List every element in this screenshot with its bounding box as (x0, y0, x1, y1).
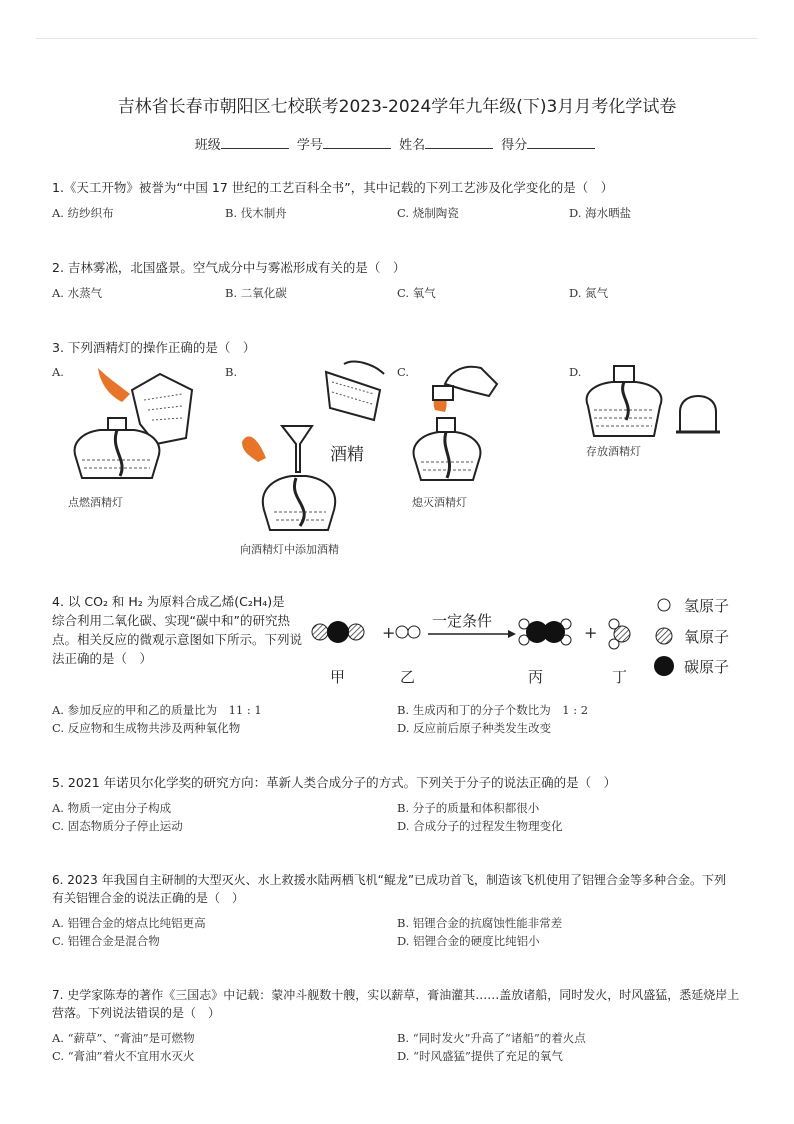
id-label: 学号 (296, 138, 323, 153)
atom-legend (654, 597, 729, 676)
q3-illustration-c (405, 360, 545, 490)
q7-option-b[interactable]: B. “同时发火”升高了“诸船”的着火点 (397, 1031, 586, 1045)
q5-option-c[interactable]: C. 固态物质分子停止运动 (52, 819, 183, 833)
q1-option-b[interactable]: B. 伐木制舟 (225, 206, 287, 220)
q3-option-d[interactable]: D. (569, 365, 582, 379)
q3-illustration-b (234, 360, 394, 540)
q7-option-c[interactable]: C. “膏油”着火不宜用水灭火 (52, 1049, 195, 1063)
question-7-stem-line-1: 7. 史学家陈寿的著作《三国志》中记载：蒙冲斗舰数十艘，实以薪草，膏油灌其……盖放诸船，同时发火，时风盛猛，悉延烧岸上 (52, 988, 740, 1002)
question-7-stem-line-2: 营落。下列说法错误的是（ ） (52, 1006, 221, 1020)
class-blank[interactable] (221, 136, 289, 149)
molecule-ding-h2o (609, 619, 630, 649)
q4-option-c[interactable]: C. 反应物和生成物共涉及两种氧化物 (52, 721, 241, 735)
q7-option-a[interactable]: A. “薪草”、“膏油”是可燃物 (52, 1031, 195, 1045)
q2-option-d[interactable]: D. 氮气 (569, 286, 609, 300)
name-label: 姓名 (399, 138, 426, 153)
question-4-stem-line-4: 法正确的是（ ） (52, 651, 153, 666)
oxygen-legend-icon (656, 628, 672, 644)
score-blank[interactable] (527, 136, 595, 149)
question-2-stem: 2. 吉林雾凇，北国盛景。空气成分中与雾凇形成有关的是（ ） (52, 260, 406, 275)
question-6-stem-line-2: 有关铝锂合金的说法正确的是（ ） (52, 891, 245, 905)
q1-option-d[interactable]: D. 海水晒盐 (569, 206, 632, 220)
q7-option-d[interactable]: D. “时风盛猛”提供了充足的氧气 (397, 1049, 563, 1063)
reaction-condition: 一定条件 (432, 612, 493, 630)
flame-icon (98, 368, 130, 402)
molecule-jia-co2 (312, 621, 364, 643)
molecule-bing-c2h4 (519, 619, 571, 645)
molecule-yi-h2 (396, 626, 420, 638)
question-4-stem-line-1: 4. 以 CO₂ 和 H₂ 为原料合成乙烯(C₂H₄)是 (52, 594, 285, 609)
q3-option-b[interactable]: B. (225, 365, 238, 379)
alcohol-lamp-icon (75, 430, 160, 478)
class-label: 班级 (194, 138, 221, 153)
q1-option-c[interactable]: C. 烧制陶瓷 (397, 206, 459, 220)
q3-caption-d: 存放酒精灯 (586, 445, 641, 458)
question-5-stem: 5. 2021 年诺贝尔化学奖的研究方向：革新人类合成分子的方式。下列关于分子的说法正确的是（ ） (52, 775, 617, 790)
q4-option-a[interactable]: A. 参加反应的甲和乙的质量比为 11 : 1 (52, 703, 262, 717)
legend-oxygen: 氧原子 (684, 628, 730, 646)
hydrogen-legend-icon (658, 599, 670, 611)
page-title: 吉林省长春市朝阳区七校联考2023-2024学年九年级(下)3月月考化学试卷 (117, 97, 677, 117)
label-yi: 乙 (400, 668, 416, 686)
q2-option-a[interactable]: A. 水蒸气 (52, 286, 103, 300)
id-blank[interactable] (323, 136, 391, 149)
q3-caption-a: 点燃酒精灯 (68, 496, 123, 509)
q5-option-d[interactable]: D. 合成分子的过程发生物理变化 (397, 819, 563, 833)
q5-option-a[interactable]: A. 物质一定由分子构成 (52, 801, 172, 815)
lamp-cap-icon (680, 396, 716, 432)
lamp-cap-icon (433, 386, 453, 400)
student-info-line (0, 134, 794, 153)
q6-option-d[interactable]: D. 铝锂合金的硬度比纯铝小 (397, 934, 540, 948)
reaction-diagram (306, 590, 746, 690)
legend-carbon: 碳原子 (684, 658, 730, 676)
carbon-legend-icon (654, 656, 674, 676)
funnel-icon (282, 426, 312, 472)
q4-option-b[interactable]: B. 生成丙和丁的分子个数比为 1 : 2 (397, 703, 589, 717)
label-jia: 甲 (330, 668, 346, 686)
hand-icon (344, 362, 384, 374)
label-bing: 丙 (528, 668, 544, 686)
flame-icon (242, 436, 266, 462)
question-6-stem-line-1: 6. 2023 年我国自主研制的大型灭火、水上救援水陆两栖飞机“鲲龙”已成功首飞，制造该飞机使用了铝锂合金等多种合金。下列 (52, 873, 727, 887)
q6-option-b[interactable]: B. 铝锂合金的抗腐蚀性能非常差 (397, 916, 563, 930)
q5-option-b[interactable]: B. 分子的质量和体积都很小 (397, 801, 540, 815)
name-blank[interactable] (425, 136, 493, 149)
svg-text:+: + (382, 623, 396, 642)
q3-caption-c: 熄灭酒精灯 (412, 496, 467, 509)
q3-caption-b: 向酒精灯中添加酒精 (240, 543, 339, 556)
legend-hydrogen: 氢原子 (684, 597, 730, 615)
q1-option-a[interactable]: A. 纺纱织布 (52, 206, 114, 220)
score-label: 得分 (501, 138, 528, 153)
question-4-stem-line-2: 综合利用二氧化碳、实现“碳中和”的研究热 (52, 613, 290, 628)
svg-text:+: + (584, 623, 598, 642)
q6-option-c[interactable]: C. 铝锂合金是混合物 (52, 934, 160, 948)
question-1-stem: 1.《天工开物》被誉为“中国 17 世纪的工艺百科全书”，其中记载的下列工艺涉及化学变化的是（ ） (52, 180, 614, 195)
q3-illustration-a (60, 360, 200, 490)
question-3-stem: 3. 下列酒精灯的操作正确的是（ ） (52, 340, 256, 355)
q4-option-d[interactable]: D. 反应前后原子种类发生改变 (397, 721, 552, 735)
bottle-icon (326, 372, 380, 420)
q3-option-c[interactable]: C. (397, 365, 410, 379)
top-divider (36, 38, 758, 39)
q2-option-b[interactable]: B. 二氧化碳 (225, 286, 287, 300)
q3-option-a[interactable]: A. (52, 365, 64, 379)
label-ding: 丁 (612, 668, 628, 686)
alcohol-label: 酒精 (330, 445, 364, 465)
q3-illustration-d (580, 360, 730, 444)
q2-option-c[interactable]: C. 氧气 (397, 286, 436, 300)
question-4-stem-line-3: 点。相关反应的微观示意图如下所示。下列说 (52, 632, 303, 647)
q6-option-a[interactable]: A. 铝锂合金的熔点比纯铝更高 (52, 916, 206, 930)
